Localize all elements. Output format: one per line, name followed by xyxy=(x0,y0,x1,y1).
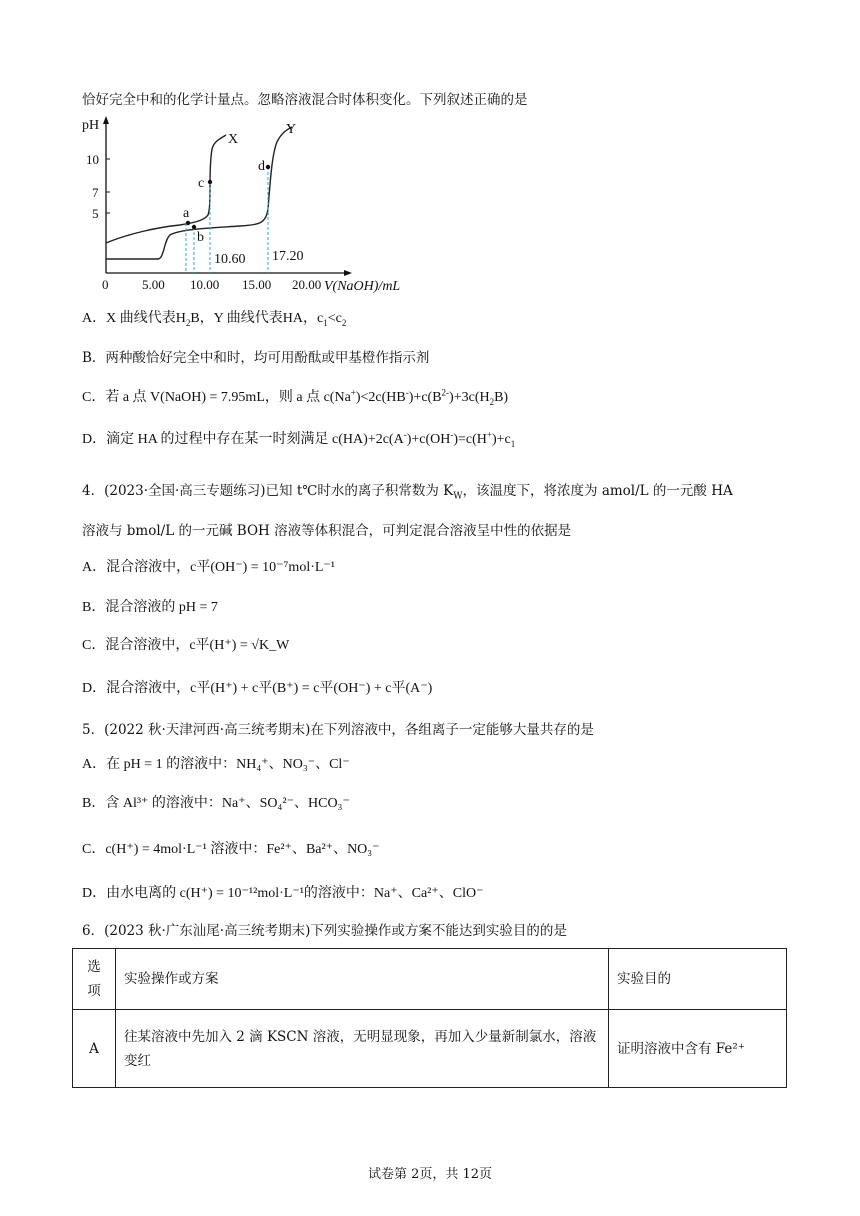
curve-x xyxy=(106,135,226,243)
q4-stem-line2: 溶液与 bmol/L 的一元碱 BOH 溶液等体积混合，可判定混合溶液呈中性的依据是 xyxy=(82,523,572,539)
x-axis-label: V(NaOH)/mL xyxy=(324,279,401,294)
x-axis-arrow xyxy=(344,270,352,276)
curve-y-label: Y xyxy=(286,122,297,137)
q3-option-b[interactable]: B．两种酸恰好完全中和时，均可用酚酞或甲基橙作指示剂 xyxy=(82,350,430,366)
y-axis-arrow xyxy=(103,116,109,124)
y-tick-label: 10 xyxy=(86,152,99,167)
q4-option-c[interactable]: C．混合溶液中，c平(H⁺) = √K_W xyxy=(82,638,290,653)
q6-row-a-purpose: 证明溶液中含有 Fe²⁺ xyxy=(609,1010,787,1088)
x-tick-label: 5.00 xyxy=(142,277,165,292)
q5-option-b[interactable]: B．含 Al³⁺ 的溶液中：Na⁺、SO₄²⁻、HCO₃⁻ xyxy=(82,796,350,811)
point-d-label: d xyxy=(258,159,265,174)
mark-17-20: 17.20 xyxy=(272,249,304,264)
curve-x-label: X xyxy=(228,132,239,147)
q6-stem: 6．(2023 秋·广东汕尾·高三统考期末)下列实验操作或方案不能达到实验目的的是 xyxy=(82,923,567,939)
q3-option-a[interactable]: A．X 曲线代表$H_2B$，Y 曲线代表HA，$c_1<c_2$ xyxy=(82,311,347,328)
point-a-label: a xyxy=(183,206,190,221)
point-b-label: b xyxy=(197,230,204,245)
q4-option-a[interactable]: A．混合溶液中，c平(OH⁻) = 10⁻⁷mol·L⁻¹ xyxy=(82,560,336,575)
page-footer: 试卷第 2页，共 12页 xyxy=(367,1167,493,1182)
point-d xyxy=(266,165,270,169)
q5-stem: 5．(2022 秋·天津河西·高三统考期末)在下列溶液中，各组离子一定能够大量共存的是 xyxy=(82,722,594,738)
q6-row-a-option: A xyxy=(73,1010,116,1088)
x-tick-label: 10.00 xyxy=(190,277,220,292)
point-c xyxy=(208,180,212,184)
y-tick-label: 7 xyxy=(92,185,99,200)
q4-option-d[interactable]: D．混合溶液中，c平(H⁺) + c平(B⁺) = c平(OH⁻) + c平(A⁻) xyxy=(82,681,433,696)
q5-option-c[interactable]: C．c(H⁺) = 4mol·L⁻¹ 溶液中：Fe²⁺、Ba²⁺、NO₃⁻ xyxy=(82,842,380,857)
point-c-label: c xyxy=(198,176,205,191)
q6-row-a-method: 往某溶液中先加入 2 滴 KSCN 溶液，无明显现象，再加入少量新制氯水，溶液变红 xyxy=(116,1010,609,1088)
y-axis-label: pH xyxy=(82,118,100,133)
q6-table xyxy=(72,948,787,1088)
q6-header-option: 选项 xyxy=(73,949,116,1010)
point-b xyxy=(192,225,196,229)
q4-option-b[interactable]: B．混合溶液的 pH = 7 xyxy=(82,600,218,615)
x-tick-label: 0 xyxy=(102,277,109,292)
point-a xyxy=(186,221,190,225)
q6-header-purpose: 实验目的 xyxy=(609,949,787,1010)
x-tick-label: 20.00 xyxy=(292,277,322,292)
q5-option-a[interactable]: A．在 pH = 1 的溶液中：NH₄⁺、NO₃⁻、Cl⁻ xyxy=(82,757,350,772)
q5-option-d[interactable]: D．由水电离的 c(H⁺) = 10⁻¹²mol·L⁻¹的溶液中：Na⁺、Ca²⁺、ClO⁻ xyxy=(82,886,484,901)
q4-stem-line1: 4．(2023·全国·高三专题练习)已知 t℃时水的离子积常数为 $K_W$，该温度下，将浓度为 amol/L 的一元酸 HA xyxy=(82,483,733,502)
intro-text: 恰好完全中和的化学计量点。忽略溶液混合时体积变化。下列叙述正确的是 xyxy=(82,92,528,108)
q6-header-method: 实验操作或方案 xyxy=(116,949,609,1010)
y-tick-label: 5 xyxy=(92,206,99,221)
x-tick-label: 15.00 xyxy=(242,277,272,292)
q3-option-c[interactable]: C．若 a 点 V(NaOH) = 7.95mL，则 a 点 $c(Na^+)<2c(HB^-)+c(B^{2-})+3c(H_2B)$ xyxy=(82,387,509,407)
titration-graph xyxy=(80,115,420,297)
mark-10-60: 10.60 xyxy=(214,252,246,267)
q3-option-d[interactable]: D．滴定 HA 的过程中存在某一时刻满足 $c(HA)+2c(A^-)+c(OH^-)=c(H^+)+c_1$ xyxy=(82,429,516,449)
